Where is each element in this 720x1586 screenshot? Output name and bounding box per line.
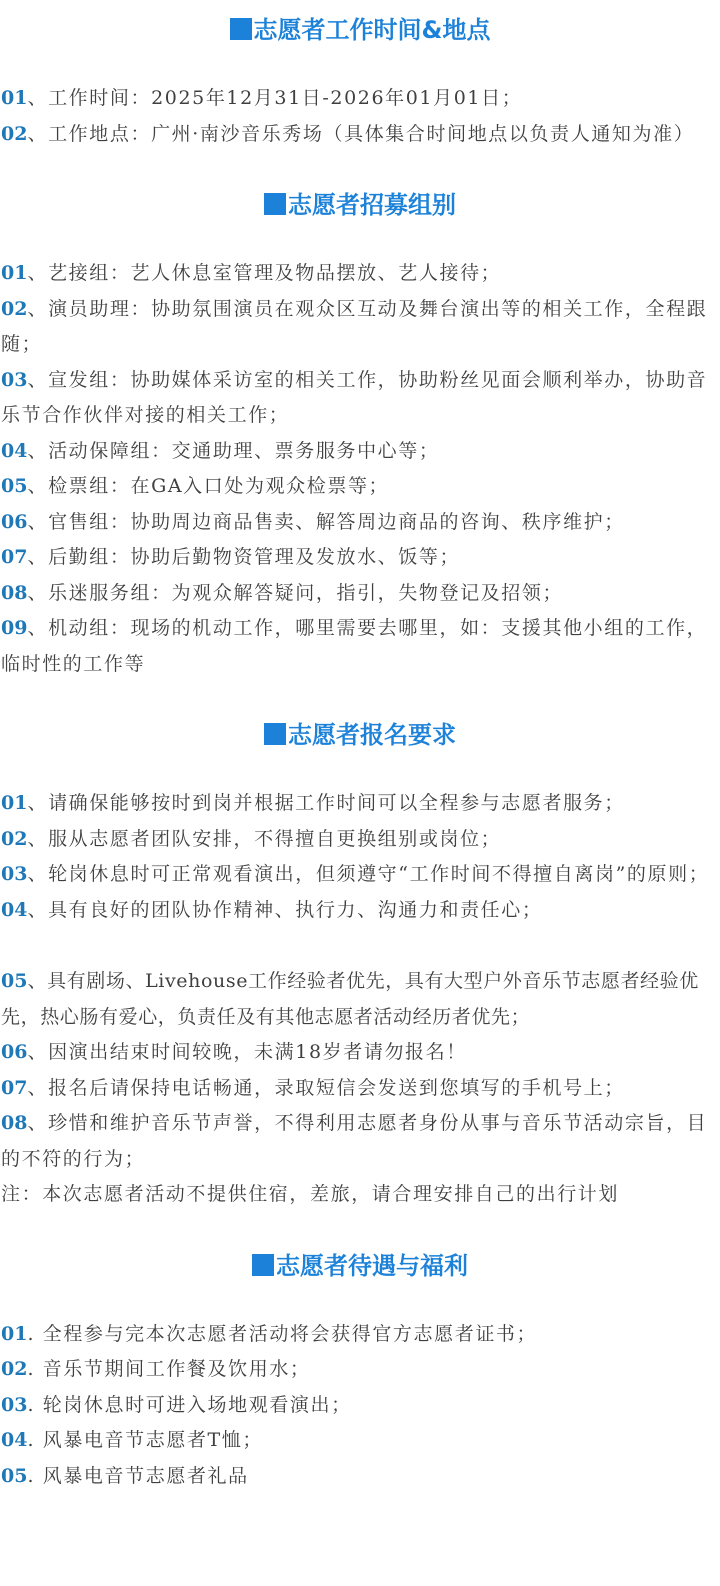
item-number: 04: [1, 1429, 28, 1451]
item-number: 01: [1, 87, 28, 109]
square-bullet-icon: [230, 18, 252, 40]
item-text: 艺接组：艺人休息室管理及物品摆放、艺人接待；: [48, 262, 502, 284]
list-item: 01、请确保能够按时到岗并根据工作时间可以全程参与志愿者服务；: [1, 792, 625, 814]
item-text: 乐迷服务组：为观众解答疑问，指引，失物登记及招领；: [48, 581, 564, 604]
section-title-benefits: [0, 1249, 720, 1283]
item-text: 演员助理：协助氛围演员在观众区互动及舞台演出等的相关工作，全程跟随；: [1, 297, 708, 355]
list-item: 02、演员助理：协助氛围演员在观众区互动及舞台演出等的相关工作，全程跟随；: [1, 297, 708, 355]
list-item: 06、官售组：协助周边商品售卖、解答周边商品的咨询、秩序维护；: [1, 510, 625, 533]
list-item: 06、因演出结束时间较晚，未满18岁者请勿报名！: [1, 1041, 467, 1063]
item-text: 轮岗休息时可正常观看演出，但须遵守“工作时间不得擅自离岗”的原则；: [48, 863, 710, 885]
item-text: 工作时间：2025年12月31日-2026年01月01日；: [48, 87, 523, 109]
section-title-text: 志愿者报名要求: [288, 721, 456, 749]
item-text: 音乐节期间工作餐及饮用水；: [35, 1358, 311, 1380]
item-number: 02: [1, 297, 28, 320]
item-number: 02: [1, 1358, 28, 1380]
item-text: 全程参与完本次志愿者活动将会获得官方志愿者证书；: [35, 1322, 538, 1345]
item-number: 06: [1, 1041, 28, 1063]
item-number: 03: [1, 1393, 28, 1416]
note-text: 注：本次志愿者活动不提供住宿，差旅，请合理安排自己的出行计划: [1, 1183, 620, 1205]
list-item: 04. 风暴电音节志愿者T恤；: [1, 1429, 264, 1451]
item-number: 09: [1, 617, 28, 639]
list-item: 09、机动组：现场的机动工作，哪里需要去哪里，如：支援其他小组的工作，临时性的工作等: [1, 617, 708, 675]
item-text: 因演出结束时间较晚，未满18岁者请勿报名！: [48, 1041, 467, 1063]
section-title-recruitment-groups: [0, 188, 720, 222]
item-number: 02: [1, 827, 28, 850]
item-text: 轮岗休息时可进入场地观看演出；: [35, 1393, 352, 1416]
list-item: 07、报名后请保持电话畅通，录取短信会发送到您填写的手机号上；: [1, 1076, 625, 1099]
item-number: 07: [1, 1076, 28, 1099]
item-number: 01: [1, 792, 28, 814]
list-item: 05. 风暴电音节志愿者礼品: [1, 1464, 249, 1487]
item-number: 01: [1, 1322, 28, 1345]
list-item: 01、艺接组：艺人休息室管理及物品摆放、艺人接待；: [1, 262, 502, 284]
list-item: 01. 全程参与完本次志愿者活动将会获得官方志愿者证书；: [1, 1322, 538, 1345]
item-text: 活动保障组：交通助理、票务服务中心等；: [48, 439, 440, 462]
list-item: 08、乐迷服务组：为观众解答疑问，指引，失物登记及招领；: [1, 581, 564, 604]
item-number: 03: [1, 368, 28, 391]
item-text: 请确保能够按时到岗并根据工作时间可以全程参与志愿者服务；: [48, 792, 625, 814]
item-number: 05: [1, 970, 28, 992]
item-number: 08: [1, 1112, 28, 1134]
item-text: 具有良好的团队协作精神、执行力、沟通力和责任心；: [48, 898, 543, 921]
item-text: 报名后请保持电话畅通，录取短信会发送到您填写的手机号上；: [48, 1076, 625, 1099]
section-title-text: 志愿者招募组别: [288, 191, 456, 219]
item-number: 05: [1, 1464, 28, 1487]
item-text: 风暴电音节志愿者礼品: [35, 1464, 249, 1487]
square-bullet-icon: [264, 193, 286, 215]
item-number: 06: [1, 510, 28, 533]
list-item: 02、服从志愿者团队安排，不得擅自更换组别或岗位；: [1, 827, 502, 850]
item-text: 宣发组：协助媒体采访室的相关工作，协助粉丝见面会顺利举办，协助音乐节合作伙伴对接的相关工作；: [1, 368, 708, 426]
item-number: 02: [1, 122, 28, 145]
list-item: 07、后勤组：协助后勤物资管理及发放水、饭等；: [1, 546, 461, 568]
item-text: 具有剧场、Livehouse工作经验者优先，具有大型户外音乐节志愿者经验优先，热心肠有爱心，负责任及有其他志愿者活动经历者优先；: [1, 970, 699, 1028]
list-item: 04、活动保障组：交通助理、票务服务中心等；: [1, 439, 440, 462]
section-title-text: 志愿者工作时间&地点: [253, 16, 491, 44]
list-item: 03、轮岗休息时可正常观看演出，但须遵守“工作时间不得擅自离岗”的原则；: [1, 863, 710, 885]
item-number: 05: [1, 475, 28, 497]
item-number: 01: [1, 262, 28, 284]
list-item: 05、检票组：在GA入口处为观众检票等；: [1, 475, 390, 497]
item-number: 08: [1, 581, 28, 604]
item-text: 风暴电音节志愿者T恤；: [35, 1429, 264, 1451]
section-title-work-time-location: [0, 13, 720, 47]
item-text: 机动组：现场的机动工作，哪里需要去哪里，如：支援其他小组的工作，临时性的工作等: [1, 617, 708, 675]
item-text: 检票组：在GA入口处为观众检票等；: [48, 475, 390, 497]
item-text: 珍惜和维护音乐节声誉，不得利用志愿者身份从事与音乐节活动宗旨，目的不符的行为；: [1, 1112, 708, 1170]
item-text: 官售组：协助周边商品售卖、解答周边商品的咨询、秩序维护；: [48, 510, 625, 533]
square-bullet-icon: [264, 723, 286, 745]
item-text: 服从志愿者团队安排，不得擅自更换组别或岗位；: [48, 827, 502, 850]
list-item: 05、具有剧场、Livehouse工作经验者优先，具有大型户外音乐节志愿者经验优先，热心肠有爱心，负责任及有其他志愿者活动经历者优先；: [1, 970, 699, 1028]
item-text: 工作地点：广州·南沙音乐秀场（具体集合时间地点以负责人通知为准）: [48, 122, 695, 145]
item-text: 后勤组：协助后勤物资管理及发放水、饭等；: [48, 546, 461, 568]
item-number: 03: [1, 863, 28, 885]
item-number: 04: [1, 898, 28, 921]
square-bullet-icon: [252, 1254, 274, 1276]
item-number: 04: [1, 439, 28, 462]
list-item: 02. 音乐节期间工作餐及饮用水；: [1, 1358, 311, 1380]
list-item: 04、具有良好的团队协作精神、执行力、沟通力和责任心；: [1, 898, 543, 921]
list-item: 01、工作时间：2025年12月31日-2026年01月01日；: [1, 87, 523, 109]
list-item: 02、工作地点：广州·南沙音乐秀场（具体集合时间地点以负责人通知为准）: [1, 122, 695, 145]
list-item: 03、宣发组：协助媒体采访室的相关工作，协助粉丝见面会顺利举办，协助音乐节合作伙伴对接的相关工作；: [1, 368, 708, 426]
section-title-text: 志愿者待遇与福利: [276, 1251, 468, 1280]
list-item: 03. 轮岗休息时可进入场地观看演出；: [1, 1393, 352, 1416]
list-item: 08、珍惜和维护音乐节声誉，不得利用志愿者身份从事与音乐节活动宗旨，目的不符的行为；: [1, 1112, 708, 1170]
item-number: 07: [1, 546, 28, 568]
section-title-requirements: [0, 718, 720, 752]
